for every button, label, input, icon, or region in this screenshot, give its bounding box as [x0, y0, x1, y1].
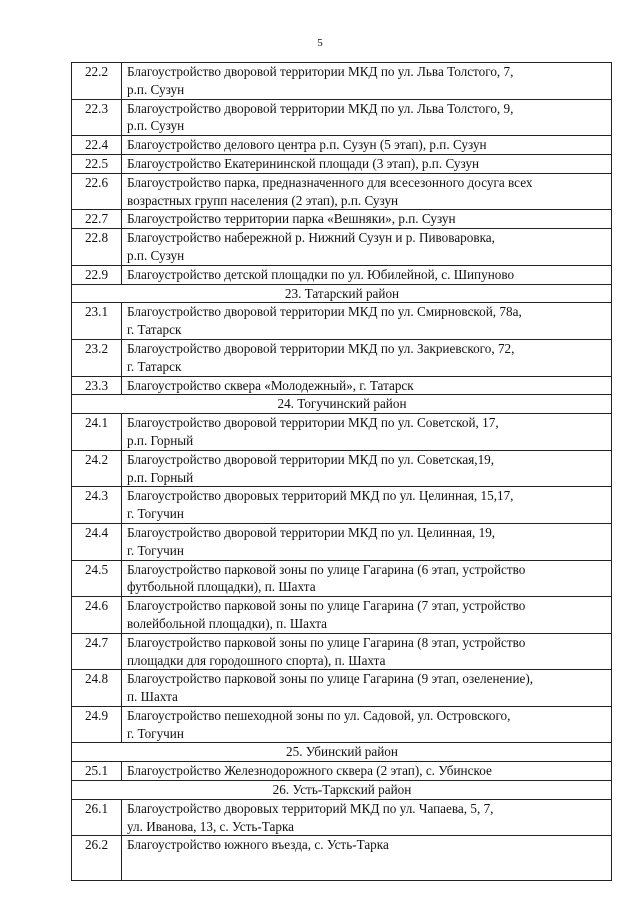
table-row	[72, 560, 612, 597]
item-number: 24.3	[72, 487, 122, 524]
item-number: 23.2	[72, 339, 122, 376]
description-line: футбольной площадки), п. Шахта	[127, 579, 316, 595]
item-description	[122, 303, 612, 340]
item-number: 23.3	[72, 376, 122, 395]
table-row	[72, 836, 612, 881]
table-row	[72, 63, 612, 100]
item-description	[122, 762, 612, 781]
table-row	[72, 229, 612, 266]
section-header-row	[72, 284, 612, 303]
item-description	[122, 450, 612, 487]
description-line: Благоустройство сквера «Молодежный», г. Татарск	[127, 377, 414, 393]
description-line: Благоустройство набережной р. Нижний Сузун и р. Пивоваровка,	[127, 230, 495, 246]
table-row	[72, 265, 612, 284]
item-description	[122, 414, 612, 451]
description-line: г. Татарск	[127, 358, 182, 374]
section-title: 25. Убинский район	[72, 743, 612, 762]
description-line: Благоустройство Екатерининской площади (3 этап), р.п. Сузун	[127, 155, 480, 171]
description-line: р.п. Сузун	[127, 81, 185, 97]
description-line: г. Тогучин	[127, 725, 184, 741]
description-line: Благоустройство дворовой территории МКД по ул. Смирновской, 78а,	[127, 304, 522, 320]
description-line: Благоустройство южного въезда, с. Усть-Тарка	[127, 837, 389, 853]
table-row	[72, 597, 612, 634]
description-line: Благоустройство парковой зоны по улице Гагарина (6 этап, устройство	[127, 561, 526, 577]
item-number: 23.1	[72, 303, 122, 340]
description-line: Благоустройство дворовой территории МКД по ул. Целинная, 19,	[127, 524, 496, 540]
item-description	[122, 633, 612, 670]
description-line: волейбольной площадки), п. Шахта	[127, 615, 328, 631]
table-row	[72, 376, 612, 395]
item-number: 22.3	[72, 99, 122, 136]
description-line: Благоустройство дворовых территорий МКД по ул. Чапаева, 5, 7,	[127, 800, 494, 816]
item-description	[122, 154, 612, 173]
table-row	[72, 414, 612, 451]
section-title: 23. Татарский район	[72, 284, 612, 303]
table-row	[72, 633, 612, 670]
item-number: 22.4	[72, 136, 122, 155]
projects-table-body	[72, 63, 612, 881]
section-header-row	[72, 781, 612, 800]
item-description	[122, 670, 612, 707]
item-description	[122, 136, 612, 155]
table-row	[72, 523, 612, 560]
item-number: 22.7	[72, 210, 122, 229]
table-row	[72, 799, 612, 836]
item-description	[122, 210, 612, 229]
description-line: р.п. Сузун	[127, 247, 185, 263]
description-line: г. Тогучин	[127, 542, 184, 558]
description-line: п. Шахта	[127, 689, 178, 705]
item-description	[122, 597, 612, 634]
item-number: 24.6	[72, 597, 122, 634]
description-line: Благоустройство парковой зоны по улице Гагарина (9 этап, озеленение),	[127, 671, 534, 687]
table-row	[72, 154, 612, 173]
item-number: 24.9	[72, 706, 122, 743]
table-row	[72, 487, 612, 524]
item-description	[122, 265, 612, 284]
item-number: 22.5	[72, 154, 122, 173]
item-description	[122, 523, 612, 560]
item-description	[122, 229, 612, 266]
description-line: Благоустройство территории парка «Вешняки», р.п. Сузун	[127, 211, 456, 227]
description-line: площадки для городошного спорта), п. Шахта	[127, 652, 386, 668]
description-line: Благоустройство дворовой территории МКД по ул. Закриевского, 72,	[127, 340, 515, 356]
item-description	[122, 173, 612, 210]
description-line: Благоустройство парковой зоны по улице Гагарина (7 этап, устройство	[127, 598, 526, 614]
description-line: Благоустройство дворовой территории МКД по ул. Льва Толстого, 9,	[127, 100, 514, 116]
item-description	[122, 560, 612, 597]
description-line: г. Тогучин	[127, 506, 184, 522]
description-line: Благоустройство дворовых территорий МКД по ул. Целинная, 15,17,	[127, 488, 514, 504]
description-line: р.п. Горный	[127, 469, 194, 485]
table-row	[72, 173, 612, 210]
item-description	[122, 376, 612, 395]
item-number: 26.1	[72, 799, 122, 836]
table-row	[72, 210, 612, 229]
item-description	[122, 99, 612, 136]
description-line: Благоустройство дворовой территории МКД по ул. Льва Толстого, 7,	[127, 64, 514, 79]
item-number: 22.2	[72, 63, 122, 100]
item-number: 24.4	[72, 523, 122, 560]
description-line: г. Татарск	[127, 322, 182, 338]
section-header-row	[72, 743, 612, 762]
item-number: 25.1	[72, 762, 122, 781]
table-row	[72, 99, 612, 136]
page-number: 5	[317, 37, 323, 49]
item-number: 22.9	[72, 265, 122, 284]
description-line: Благоустройство дворовой территории МКД по ул. Советская,19,	[127, 451, 495, 467]
table-row	[72, 450, 612, 487]
item-number: 24.2	[72, 450, 122, 487]
description-line: возрастных групп населения (2 этап), р.п. Сузун	[127, 192, 399, 208]
description-line: р.п. Сузун	[127, 118, 185, 134]
section-title: 24. Тогучинский район	[72, 395, 612, 414]
item-description	[122, 799, 612, 836]
description-line: Благоустройство детской площадки по ул. Юбилейной, с. Шипуново	[127, 266, 515, 282]
description-line: Благоустройство парковой зоны по улице Гагарина (8 этап, устройство	[127, 634, 526, 650]
table-row	[72, 136, 612, 155]
section-header-row	[72, 395, 612, 414]
description-line: Благоустройство парка, предназначенного для всесезонного досуга всех	[127, 174, 533, 190]
table-row	[72, 339, 612, 376]
description-line: Благоустройство дворовой территории МКД по ул. Советской, 17,	[127, 415, 499, 431]
table-row	[72, 706, 612, 743]
table-row	[72, 670, 612, 707]
table-row	[72, 303, 612, 340]
item-number: 24.7	[72, 633, 122, 670]
description-line: Благоустройство делового центра р.п. Сузун (5 этап), р.п. Сузун	[127, 137, 487, 153]
item-description	[122, 706, 612, 743]
item-number: 24.1	[72, 414, 122, 451]
section-title: 26. Усть-Таркский район	[72, 781, 612, 800]
description-line: Благоустройство пешеходной зоны по ул. Садовой, ул. Островского,	[127, 707, 511, 723]
item-number: 22.6	[72, 173, 122, 210]
table-row	[72, 762, 612, 781]
item-description	[122, 487, 612, 524]
item-description	[122, 836, 612, 881]
item-number: 24.8	[72, 670, 122, 707]
item-number: 26.2	[72, 836, 122, 881]
item-number: 22.8	[72, 229, 122, 266]
item-description	[122, 63, 612, 100]
item-description	[122, 339, 612, 376]
item-number: 24.5	[72, 560, 122, 597]
projects-table	[71, 62, 612, 881]
description-line: р.п. Горный	[127, 432, 194, 448]
description-line: ул. Иванова, 13, с. Усть-Тарка	[127, 818, 295, 834]
description-line: Благоустройство Железнодорожного сквера (2 этап), с. Убинское	[127, 763, 492, 779]
